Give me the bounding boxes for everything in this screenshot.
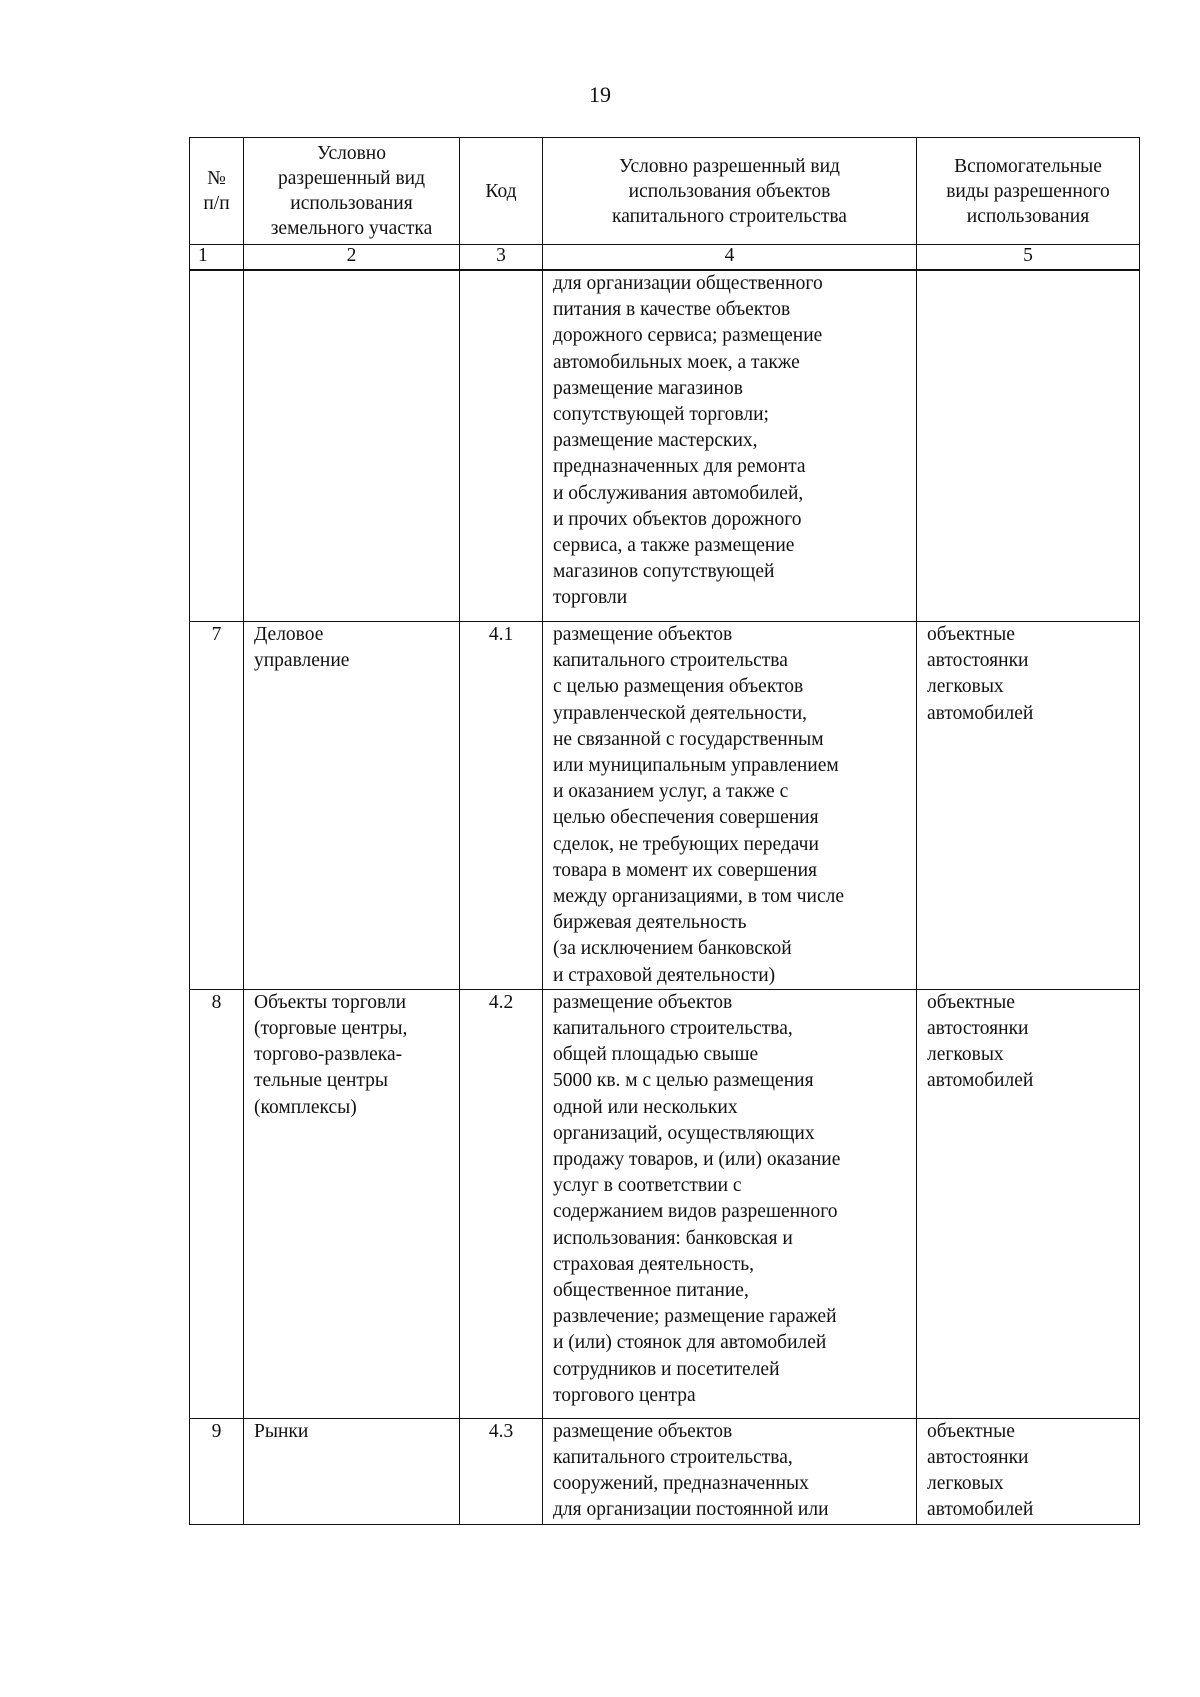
row-capital-use: размещение объектов капитального строительства, сооружений, предназначенных для организации постоянной или [543, 1418, 917, 1524]
header-auxiliary-use: Вспомогательные виды разрешенного использования [917, 138, 1140, 245]
table-row [190, 1418, 1140, 1524]
row-number: 7 [190, 622, 244, 990]
column-number: 3 [460, 245, 543, 271]
row-code: 4.3 [460, 1418, 543, 1524]
column-number: 5 [917, 245, 1140, 271]
row-capital-use: для организации общественного питания в качестве объектов дорожного сервиса; размещение автомобильных моек, а также размещение магазинов сопутствующей торговли; размещение мастерских, предназначенных для ремонта и обслуживания автомобилей, и прочих объектов дорожного сервиса, а также размещение магазинов сопутствующей торговли [543, 270, 917, 622]
row-auxiliary-use [917, 270, 1140, 622]
column-number-row [190, 245, 1140, 271]
page-number: 19 [589, 82, 611, 107]
row-capital-use: размещение объектов капитального строительства с целью размещения объектов управленческой деятельности, не связанной с государственным или муниципальным управлением и оказанием услуг, а также с целью обеспечения совершения сделок, не требующих передачи товара в момент их совершения между организациями, в том числе биржевая деятельность (за исключением банковской и страховой деятельности) [543, 622, 917, 990]
table-row [190, 989, 1140, 1418]
row-capital-use: размещение объектов капитального строительства, общей площадью свыше 5000 кв. м с целью размещения одной или нескольких организаций, осуществляющих продажу товаров, и (или) оказание услуг в соответствии с содержанием видов разрешенного использования: банковская и страховая деятельность, общественное питание, развлечение; размещение гаражей и (или) стоянок для автомобилей сотрудников и посетителей торгового центра [543, 989, 917, 1418]
row-land-use: Объекты торговли (торговые центры, торгово-развлека- тельные центры (комплексы) [244, 989, 460, 1418]
row-land-use: Рынки [244, 1418, 460, 1524]
column-number: 1 [190, 245, 244, 271]
row-land-use [244, 270, 460, 622]
table-header-row [190, 138, 1140, 245]
row-number: 8 [190, 989, 244, 1418]
row-code [460, 270, 543, 622]
row-auxiliary-use: объектные автостоянки легковых автомобилей [917, 989, 1140, 1418]
header-land-use: Условно разрешенный вид использования земельного участка [244, 138, 460, 245]
row-number [190, 270, 244, 622]
table-row [190, 622, 1140, 990]
header-capital-use: Условно разрешенный вид использования объектов капитального строительства [543, 138, 917, 245]
table-row [190, 270, 1140, 622]
column-number: 2 [244, 245, 460, 271]
row-auxiliary-use: объектные автостоянки легковых автомобилей [917, 1418, 1140, 1524]
land-use-table [189, 137, 1140, 1525]
row-land-use: Деловое управление [244, 622, 460, 990]
header-number: № п/п [190, 138, 244, 245]
header-code: Код [460, 138, 543, 245]
row-code: 4.2 [460, 989, 543, 1418]
row-auxiliary-use: объектные автостоянки легковых автомобилей [917, 622, 1140, 990]
row-code: 4.1 [460, 622, 543, 990]
column-number: 4 [543, 245, 917, 271]
row-number: 9 [190, 1418, 244, 1524]
